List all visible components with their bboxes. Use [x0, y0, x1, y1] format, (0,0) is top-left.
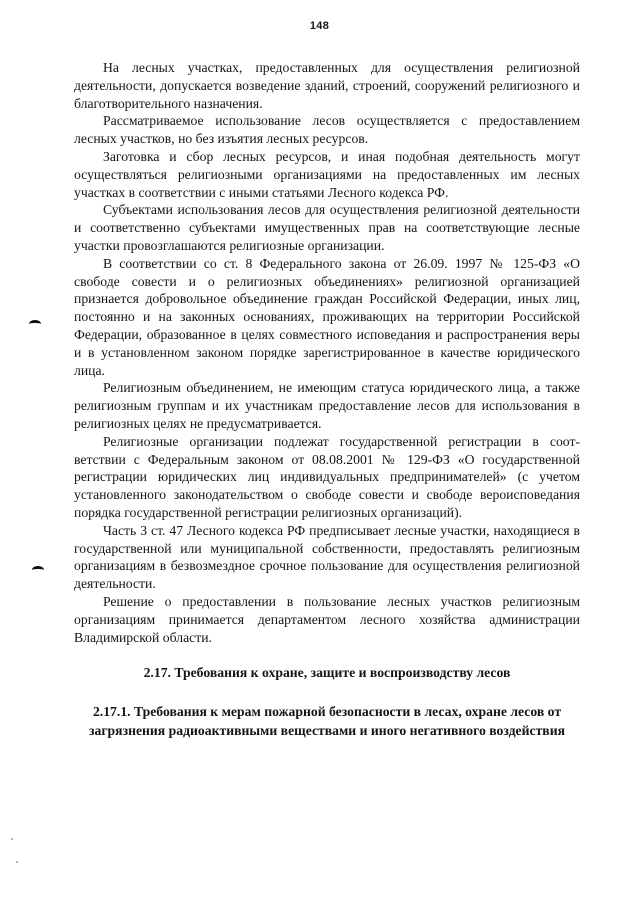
page-number: 148 [309, 20, 330, 32]
paragraph-forest-resources: Заготовка и сбор лесных ресурсов, и иная подобная деятельность могут осуществляться религиозными организациями на предоставленных им лесных участках в соответствии с иными статьями Лесного кодекса РФ. [74, 148, 580, 200]
paragraph-unregistered-associations: Религиозным объединением, не имеющим статуса юридического лица, а также религиозным группам и их участникам предоставление лесов для использования в религиозных целях не предусматривается. [74, 380, 580, 431]
binder-hole-mark [29, 320, 41, 328]
body-text [74, 59, 580, 646]
paragraph-forest-code-article-47: Часть 3 ст. 47 Лесного кодекса РФ предписывает лесные участки, находящиеся в государственной или муниципальной собственности, предоставлять религиозным организациям в безвозмездное срочное пользование для осуществления религиозной деятельности. [74, 522, 580, 592]
paragraph-usage-without-seizure: Рассматриваемое использование лесов осуществляется с предоставлением лесных участков, но без изъятия лесных ресурсов. [74, 113, 580, 147]
scan-speck [11, 838, 13, 840]
paragraph-federal-law-125: В соответствии со ст. 8 Федерального закона от 26.09. 1997 № 125-ФЗ «О свободе совести и о религиозных объединениях» религиозной организацией признается добровольное объединение граждан Российской Федерации, иных лиц, постоянно и на законных основаниях, проживающих на территории Российской Федерации, образованное в целях совместного исповедания и распространения веры и в установленном законом порядке зарегистрированное в качестве юридического лица. [74, 255, 580, 378]
paragraph-religious-buildings: На лесных участках, предоставленных для осуществления религиозной деятельности, допускается возведение зданий, строений, сооружений религиозного и благотворительного назначения. [74, 60, 580, 111]
scan-speck [16, 861, 18, 863]
paragraph-decision-authority: Решение о предоставлении в пользование лесных участков религиозным организациям принимается департаментом лесного хозяйства администрации Владимирской области. [74, 593, 580, 645]
paragraph-state-registration: Религиозные организации подлежат государственной регистрации в соответствии с Федеральным законом от 08.08.2001 № 129-ФЗ «О государственной регистрации юридических лиц индивидуальных предпринимателей» (с учетом установленного законодательством о свободе совести и свободе вероисповедания порядка государственной регистрации религиозных организаций). [74, 433, 580, 520]
binder-hole-mark [32, 566, 44, 574]
subsection-heading: 2.17.1. Требования к мерам пожарной безопасности в лесах, охране лесов от загрязнения радиоактивными веществами и иного негативного воздействия [89, 704, 565, 738]
section-heading: 2.17. Требования к охране, защите и воспроизводству лесов [143, 665, 511, 680]
paragraph-subjects: Субъектами использования лесов для осуществления религиозной деятельности и соответственно субъектами имущественных прав на соответствующие лесные участки провозглашаются религиозные организации. [74, 202, 580, 253]
